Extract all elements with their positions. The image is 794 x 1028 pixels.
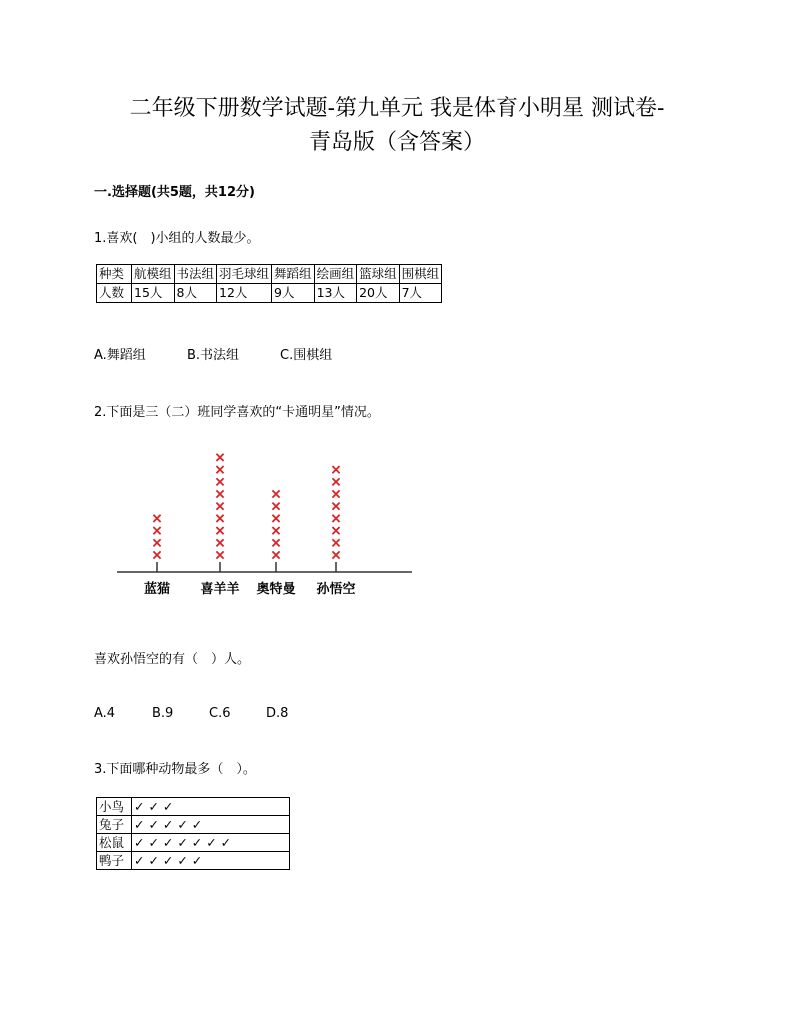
chart-category-label: 奥特曼 — [256, 582, 296, 597]
option-d: D.8 — [266, 706, 289, 721]
option-a: A.4 — [94, 706, 116, 721]
question-3-text: 3.下面哪种动物最多（ ）。 — [94, 762, 256, 777]
animal-name: 兔子 — [97, 816, 132, 834]
table-cell: 15人 — [132, 284, 175, 303]
table-cell: 8人 — [174, 284, 217, 303]
option-b: B.9 — [152, 706, 174, 721]
table-row — [97, 798, 290, 816]
chart-mark — [272, 490, 279, 497]
chart-mark — [332, 527, 339, 534]
table-header-row — [97, 265, 442, 284]
table-cell: 航模组 — [132, 265, 175, 284]
chart-mark — [216, 478, 223, 485]
chart-mark — [153, 515, 160, 522]
option-a: A.舞蹈组 — [94, 348, 146, 363]
chart-mark — [216, 539, 223, 546]
document-title-line2: 青岛版（含答案） — [308, 130, 485, 155]
chart-mark — [216, 466, 223, 473]
animal-checks: ✓ ✓ ✓ — [132, 798, 290, 816]
chart-category-label: 喜羊羊 — [200, 582, 240, 597]
chart-mark — [216, 551, 223, 558]
chart-mark — [332, 490, 339, 497]
chart-mark — [216, 527, 223, 534]
chart-category-label: 孙悟空 — [316, 582, 356, 597]
table-cell: 舞蹈组 — [272, 265, 315, 284]
chart-mark — [272, 527, 279, 534]
animal-name: 鸭子 — [97, 852, 132, 870]
chart-mark — [153, 539, 160, 546]
pictograph-chart — [110, 450, 420, 610]
table-row — [97, 816, 290, 834]
question-1-options — [94, 344, 332, 363]
chart-mark — [332, 478, 339, 485]
chart-mark — [272, 539, 279, 546]
document-title-line1: 二年级下册数学试题-第九单元 我是体育小明星 测试卷- — [129, 96, 665, 121]
option-c: C.围棋组 — [280, 348, 333, 363]
chart-mark — [153, 551, 160, 558]
table-cell: 种类 — [97, 265, 132, 284]
table-cell: 12人 — [217, 284, 272, 303]
chart-mark — [272, 503, 279, 510]
table-cell: 书法组 — [174, 265, 217, 284]
chart-mark — [332, 503, 339, 510]
chart-mark — [216, 454, 223, 461]
chart-mark — [153, 527, 160, 534]
chart-mark — [272, 515, 279, 522]
table-cell: 人数 — [97, 284, 132, 303]
chart-category-label: 蓝猫 — [143, 582, 171, 597]
chart-mark — [216, 490, 223, 497]
animal-checks: ✓ ✓ ✓ ✓ ✓ ✓ ✓ — [132, 834, 290, 852]
question-2-question: 喜欢孙悟空的有（ ）人。 — [94, 652, 251, 667]
table-cell: 7人 — [399, 284, 442, 303]
question-2-text: 2.下面是三（二）班同学喜欢的“卡通明星”情况。 — [94, 405, 380, 420]
question-3-table — [96, 797, 290, 870]
table-cell: 围棋组 — [399, 265, 442, 284]
chart-mark — [216, 503, 223, 510]
chart-mark — [216, 515, 223, 522]
table-cell: 9人 — [272, 284, 315, 303]
table-cell: 13人 — [314, 284, 357, 303]
animal-name: 小鸟 — [97, 798, 132, 816]
table-cell: 绘画组 — [314, 265, 357, 284]
option-b: B.书法组 — [187, 348, 240, 363]
table-cell: 20人 — [357, 284, 400, 303]
chart-mark — [332, 551, 339, 558]
question-2-options — [94, 706, 288, 721]
table-row — [97, 834, 290, 852]
question-1-table — [96, 264, 442, 303]
section-heading: 一.选择题(共5题，共12分) — [94, 185, 255, 200]
chart-mark — [332, 515, 339, 522]
chart-mark — [332, 539, 339, 546]
chart-mark — [332, 466, 339, 473]
table-row — [97, 284, 442, 303]
animal-name: 松鼠 — [97, 834, 132, 852]
table-cell: 篮球组 — [357, 265, 400, 284]
chart-mark — [272, 551, 279, 558]
animal-checks: ✓ ✓ ✓ ✓ ✓ — [132, 852, 290, 870]
option-c: C.6 — [209, 706, 231, 721]
animal-checks: ✓ ✓ ✓ ✓ ✓ — [132, 816, 290, 834]
table-cell: 羽毛球组 — [217, 265, 272, 284]
question-1-text: 1.喜欢( )小组的人数最少。 — [94, 231, 260, 246]
table-row — [97, 852, 290, 870]
